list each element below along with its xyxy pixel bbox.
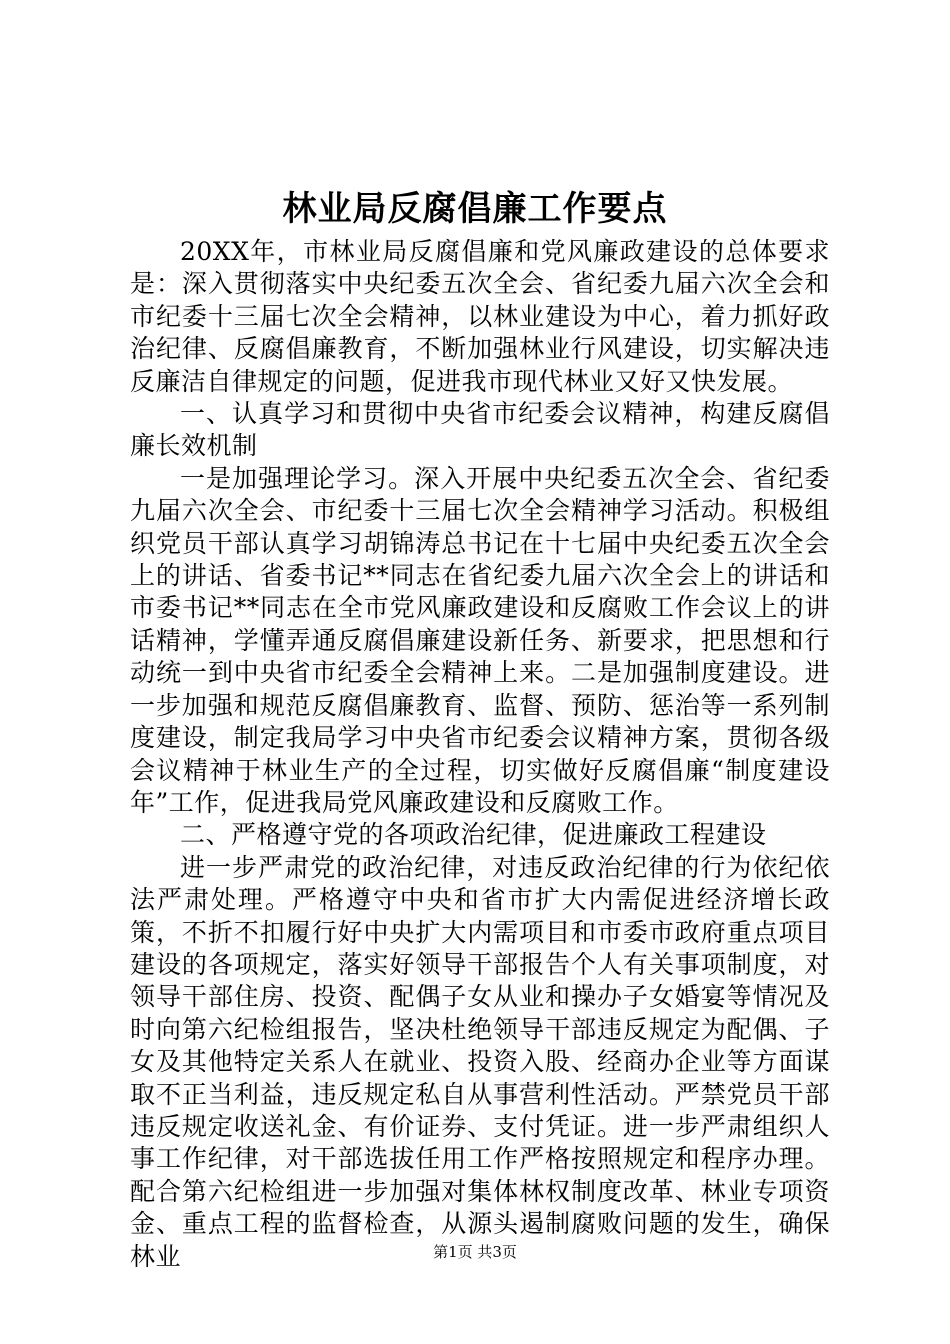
document-body bbox=[130, 236, 830, 1273]
paragraph-section-1: 一是加强理论学习。深入开展中央纪委五次全会、省纪委九届六次全会、市纪委十三届七次全会精神学习活动。积极组织党员干部认真学习胡锦涛总书记在十七届中央纪委五次全会上的讲话、省委书记**同志在省纪委九届六次全会上的讲话和市委书记**同志在全市党风廉政建设和反腐败工作会议上的讲话精神，学懂弄通反腐倡廉建设新任务、新要求，把思想和行动统一到中央省市纪委全会精神上来。二是加强制度建设。进一步加强和规范反腐倡廉教育、监督、预防、惩治等一系列制度建设，制定我局学习中央省市纪委会议精神方案，贯彻各级会议精神于林业生产的全过程，切实做好反腐倡廉“制度建设年”工作，促进我局党风廉政建设和反腐败工作。 bbox=[130, 463, 830, 817]
page-footer: 第1页 共3页 bbox=[433, 1243, 517, 1261]
document-title: 林业局反腐倡廉工作要点 bbox=[282, 189, 668, 229]
section-heading-1: 一、认真学习和贯彻中央省市纪委会议精神，构建反腐倡廉长效机制 bbox=[130, 399, 830, 461]
paragraph-intro: 20XX年，市林业局反腐倡廉和党风廉政建设的总体要求是：深入贯彻落实中央纪委五次全会、省纪委九届六次全会和市纪委十三届七次全会精神，以林业建设为中心，着力抓好政治纪律、反腐倡廉教育，不断加强林业行风建设，切实解决违反廉洁自律规定的问题，促进我市现代林业又好又快发展。 bbox=[130, 237, 830, 396]
paragraph-section-2: 进一步严肃党的政治纪律，对违反政治纪律的行为依纪依法严肃处理。严格遵守中央和省市扩大内需促进经济增长政策，不折不扣履行好中央扩大内需项目和市委市政府重点项目建设的各项规定，落实好领导干部报告个人有关事项制度，对领导干部住房、投资、配偶子女从业和操办子女婚宴等情况及时向第六纪检组报告，坚决杜绝领导干部违反规定为配偶、子女及其他特定关系人在就业、投资入股、经商办企业等方面谋取不正当利益，违反规定私自从事营利性活动。严禁党员干部违反规定收送礼金、有价证券、支付凭证。进一步严肃组织人事工作纪律，对干部选拔任用工作严格按照规定和程序办理。配合第六纪检组进一步加强对集体林权制度改革、林业专项资金、重点工程的监督检查，从源头遏制腐败问题的发生，确保林业 bbox=[130, 852, 830, 1271]
section-heading-2: 二、严格遵守党的各项政治纪律，促进廉政工程建设 bbox=[180, 820, 767, 850]
